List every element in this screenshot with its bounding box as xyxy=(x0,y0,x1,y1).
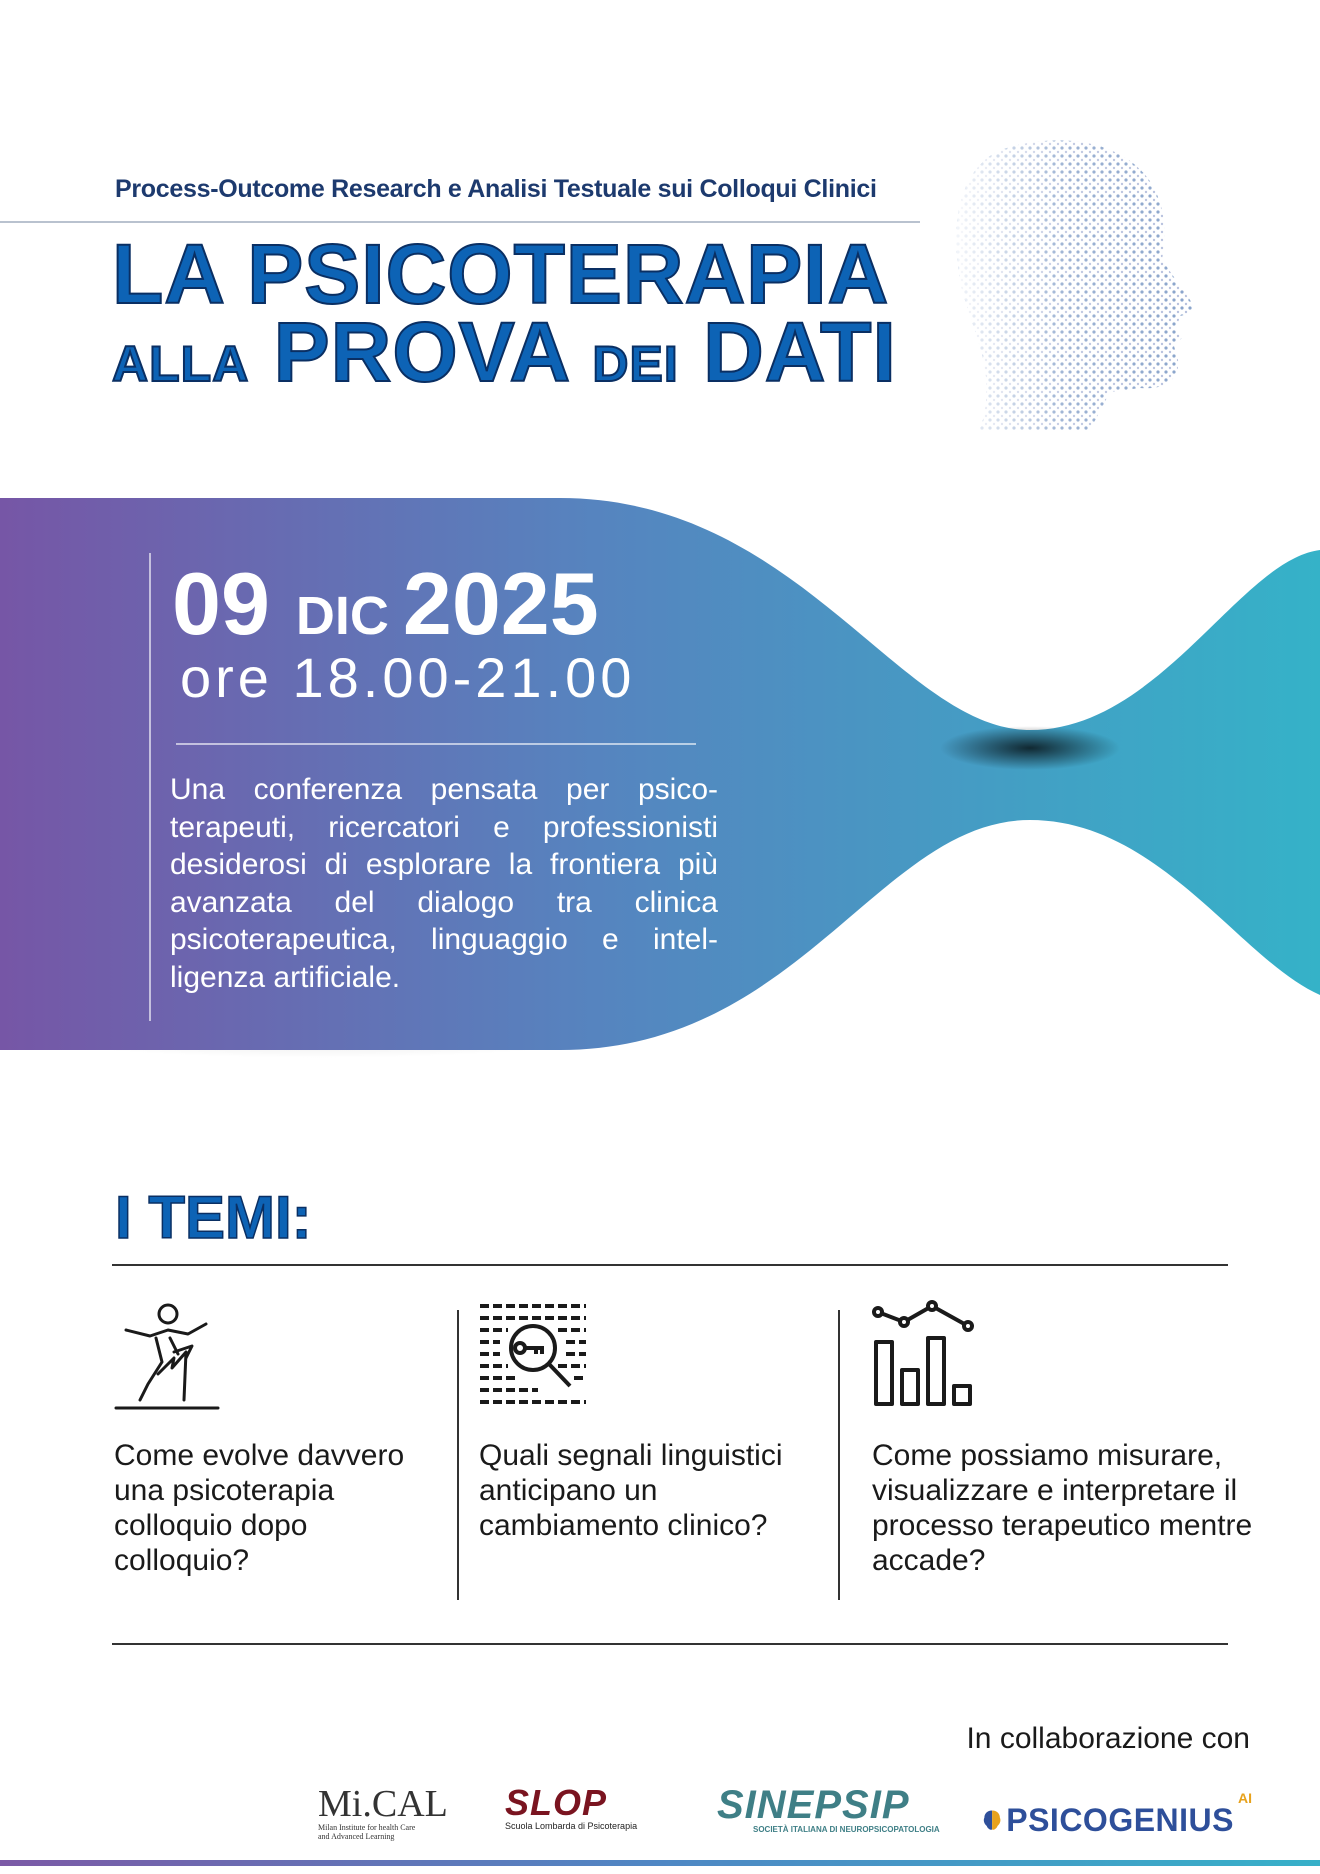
themes-heading: I TEMI: xyxy=(115,1184,312,1251)
themes-top-rule xyxy=(112,1264,1228,1266)
theme-2-text: Quali segnali linguistici anticipano un cambiamento clinico? xyxy=(479,1439,783,1542)
sinepsip-logo-tagline: SOCIETÀ ITALIANA DI NEUROPSICOPATOLOGIA xyxy=(753,1825,940,1834)
title-line-2 xyxy=(112,305,897,399)
theme-1-text: Come evolve davvero una psicoterapia colloquio dopo colloquio? xyxy=(114,1439,405,1577)
theme-3-text: Come possiamo misurare, visualizzare e interpretare il processo terapeutico mentre accade? xyxy=(872,1439,1253,1577)
title-word-dei: DEI xyxy=(592,336,679,392)
subtitle-divider xyxy=(0,221,920,223)
event-subtitle: Process-Outcome Research e Analisi Testuale sui Colloqui Clinici xyxy=(115,175,877,203)
slop-logo-name: SLOP xyxy=(505,1782,608,1823)
mical-logo-name: Mi.CAL xyxy=(318,1783,448,1825)
particle-face-illustration xyxy=(940,130,1220,430)
event-month: DIC xyxy=(295,586,389,646)
themes-bottom-rule xyxy=(112,1643,1228,1645)
bottom-accent-bar xyxy=(0,1860,1320,1866)
themes-column-divider-1 xyxy=(457,1310,459,1600)
sinepsip-logo xyxy=(717,1783,940,1845)
themes-column-divider-2 xyxy=(838,1310,840,1600)
event-day: 09 xyxy=(172,554,270,653)
slop-logo xyxy=(505,1782,645,1845)
title-word-prova: PROVA xyxy=(273,305,569,399)
event-time: ore 18.00-21.00 xyxy=(180,646,636,709)
psicogenius-logo-name: PSICOGENIUS xyxy=(1006,1801,1234,1838)
collaboration-label: In collaborazione con xyxy=(966,1722,1250,1755)
mical-logo-tagline: Milan Institute for health Care and Advanced Learning xyxy=(318,1823,416,1841)
psicogenius-logo-tagline: AI xyxy=(1238,1790,1252,1806)
event-year: 2025 xyxy=(402,554,599,653)
date-vertical-rule xyxy=(149,553,151,1021)
text-search-icon xyxy=(478,1300,588,1406)
chart-icon xyxy=(870,1300,982,1408)
event-description: Una conferenza pensata per psico-terapeuti, ricercatori e professionisti desiderosi di esplorare la frontiera più avanzata del dialogo tra clinica psicoterapeutica, linguaggio e intel-ligenza artificiale. xyxy=(170,773,718,994)
event-date xyxy=(172,554,599,653)
brain-icon xyxy=(982,1800,1002,1840)
title-word-alla: ALLA xyxy=(112,336,250,392)
date-horizontal-rule xyxy=(176,743,696,745)
sinepsip-logo-name: SINEPSIP xyxy=(717,1783,910,1827)
mical-logo xyxy=(318,1783,448,1845)
title-line-1: LA PSICOTERAPIA xyxy=(112,227,890,321)
slop-logo-tagline: Scuola Lombarda di Psicoterapia xyxy=(505,1821,638,1831)
title-word-dati: DATI xyxy=(703,305,897,399)
psicogenius-logo xyxy=(982,1790,1252,1850)
progress-person-icon xyxy=(112,1300,222,1412)
